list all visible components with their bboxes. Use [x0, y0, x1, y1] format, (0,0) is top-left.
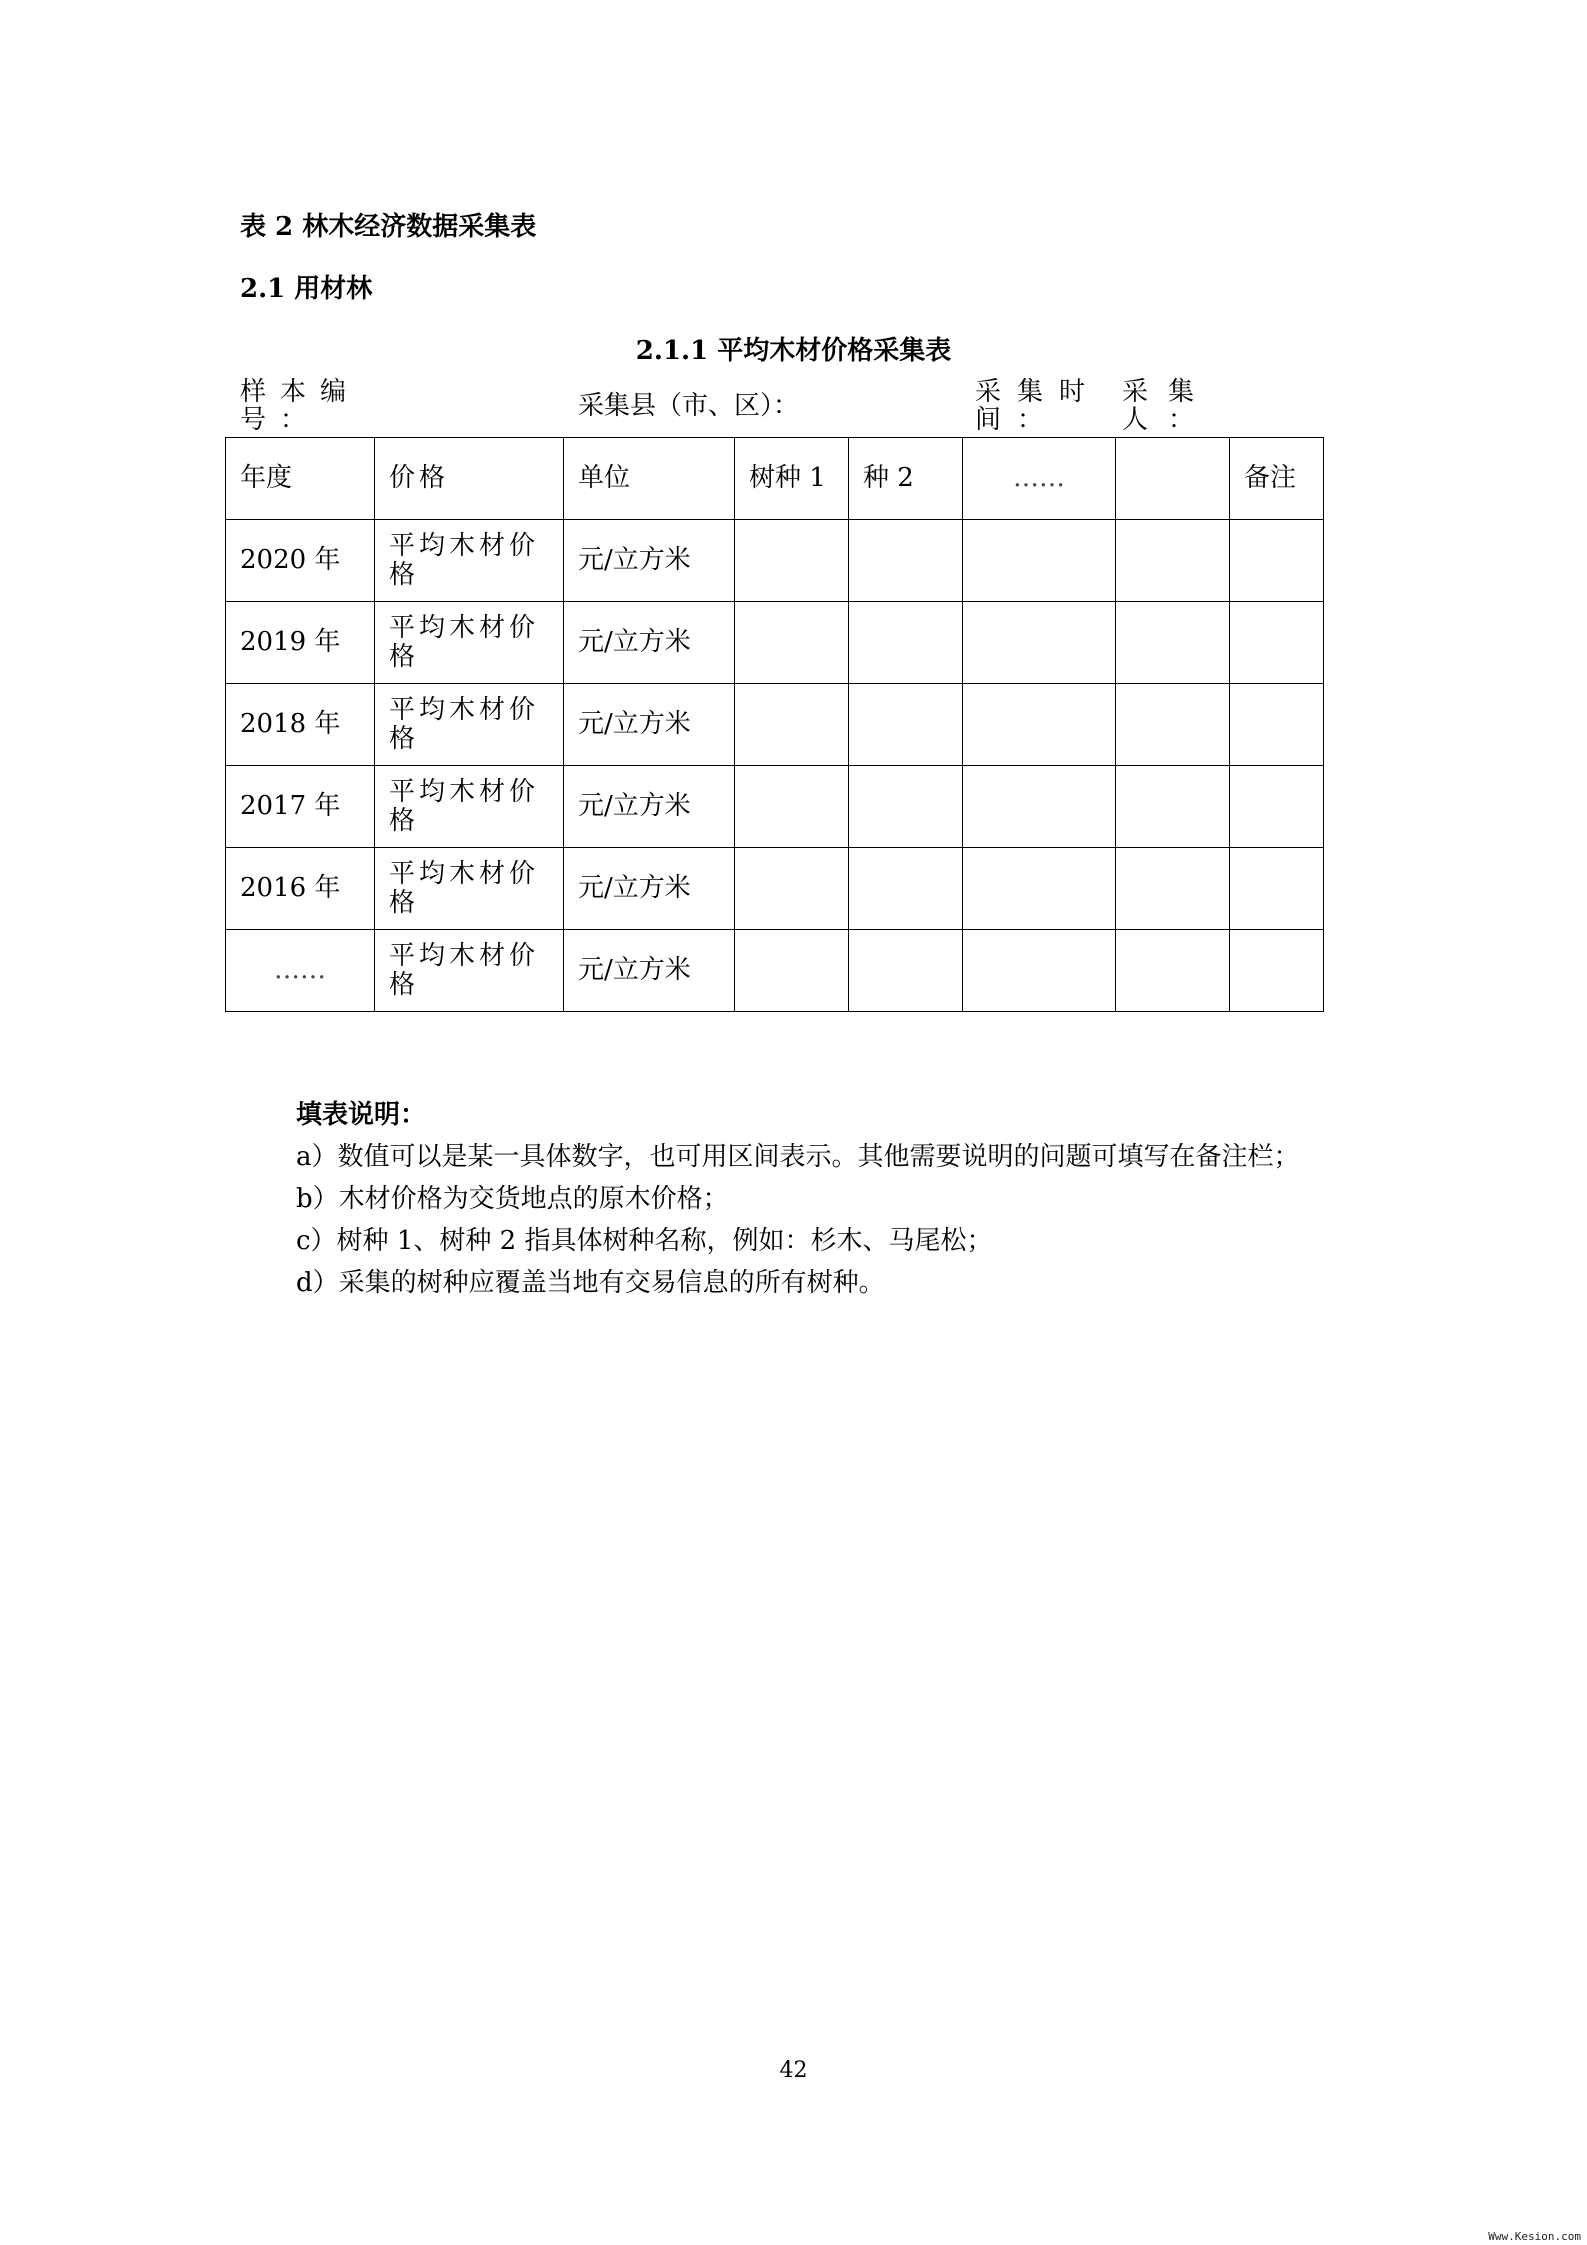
header-more-species: …… [963, 438, 1116, 520]
cell-input[interactable] [1230, 930, 1324, 1012]
cell-input[interactable] [1116, 766, 1230, 848]
instruction-item: c）树种 1、树种 2 指具体树种名称，例如：杉木、马尾松； [296, 1226, 993, 1256]
cell-input[interactable] [849, 520, 963, 602]
cell-input[interactable] [849, 848, 963, 930]
price-collection-table [225, 437, 1324, 1012]
cell-unit: 元/立方米 [564, 684, 735, 766]
cell-price-type: 平均木材价格 [375, 520, 564, 602]
cell-price-type: 平均木材价格 [375, 684, 564, 766]
cell-input[interactable] [1230, 684, 1324, 766]
table-row [226, 602, 1324, 684]
instructions-title: 填表说明： [296, 1100, 427, 1130]
cell-input[interactable] [735, 848, 849, 930]
header-remarks: 备注 [1230, 438, 1324, 520]
page-number: 42 [779, 2058, 808, 2083]
cell-unit: 元/立方米 [564, 930, 735, 1012]
meta-sample-number: 样本编号： [240, 377, 361, 435]
cell-input[interactable] [963, 766, 1116, 848]
cell-input[interactable] [1116, 930, 1230, 1012]
cell-input[interactable] [1116, 520, 1230, 602]
cell-input[interactable] [1116, 684, 1230, 766]
cell-year: 2016 年 [226, 848, 375, 930]
header-species-2: 种 2 [849, 438, 963, 520]
cell-input[interactable] [1230, 848, 1324, 930]
instruction-item: d）采集的树种应覆盖当地有交易信息的所有树种。 [296, 1268, 885, 1298]
table-title: 2.1.1 平均木材价格采集表 [635, 336, 952, 366]
table-header-row [226, 438, 1324, 520]
cell-unit: 元/立方米 [564, 602, 735, 684]
cell-price-type: 平均木材价格 [375, 930, 564, 1012]
cell-year: 2020 年 [226, 520, 375, 602]
meta-county: 采集县（市、区）： [578, 391, 800, 421]
cell-input[interactable] [1116, 848, 1230, 930]
cell-input[interactable] [963, 684, 1116, 766]
cell-input[interactable] [735, 930, 849, 1012]
cell-input[interactable] [1230, 766, 1324, 848]
cell-price-type: 平均木材价格 [375, 848, 564, 930]
table-row [226, 766, 1324, 848]
meta-collector: 采集人： [1122, 377, 1215, 435]
cell-unit: 元/立方米 [564, 848, 735, 930]
meta-collection-time: 采集时间： [975, 377, 1102, 435]
cell-input[interactable] [1230, 520, 1324, 602]
table-row [226, 684, 1324, 766]
header-species-1: 树种 1 [735, 438, 849, 520]
header-unit: 单位 [564, 438, 735, 520]
cell-input[interactable] [735, 602, 849, 684]
cell-input[interactable] [963, 930, 1116, 1012]
cell-year: 2019 年 [226, 602, 375, 684]
header-year: 年度 [226, 438, 375, 520]
cell-input[interactable] [963, 848, 1116, 930]
cell-price-type: 平均木材价格 [375, 602, 564, 684]
cell-input[interactable] [963, 602, 1116, 684]
watermark: Www.Kesion.com [1488, 2230, 1581, 2243]
instruction-item: a）数值可以是某一具体数字，也可用区间表示。其他需要说明的问题可填写在备注栏； [296, 1142, 1300, 1172]
table-row [226, 848, 1324, 930]
cell-input[interactable] [963, 520, 1116, 602]
cell-input[interactable] [849, 602, 963, 684]
table-row [226, 520, 1324, 602]
instruction-item: b）木材价格为交货地点的原木价格； [296, 1184, 729, 1214]
cell-input[interactable] [735, 684, 849, 766]
cell-input[interactable] [849, 930, 963, 1012]
header-blank [1116, 438, 1230, 520]
cell-input[interactable] [1116, 602, 1230, 684]
section-heading: 表 2 林木经济数据采集表 [240, 212, 537, 242]
cell-year-more: …… [226, 930, 375, 1012]
cell-price-type: 平均木材价格 [375, 766, 564, 848]
cell-input[interactable] [1230, 602, 1324, 684]
cell-year: 2017 年 [226, 766, 375, 848]
cell-unit: 元/立方米 [564, 766, 735, 848]
cell-input[interactable] [735, 520, 849, 602]
cell-input[interactable] [849, 766, 963, 848]
cell-input[interactable] [735, 766, 849, 848]
subsection-heading: 2.1 用材林 [240, 274, 373, 304]
fill-instructions [296, 1094, 1300, 1304]
header-price: 价格 [375, 438, 564, 520]
cell-year: 2018 年 [226, 684, 375, 766]
cell-input[interactable] [849, 684, 963, 766]
table-row [226, 930, 1324, 1012]
cell-unit: 元/立方米 [564, 520, 735, 602]
